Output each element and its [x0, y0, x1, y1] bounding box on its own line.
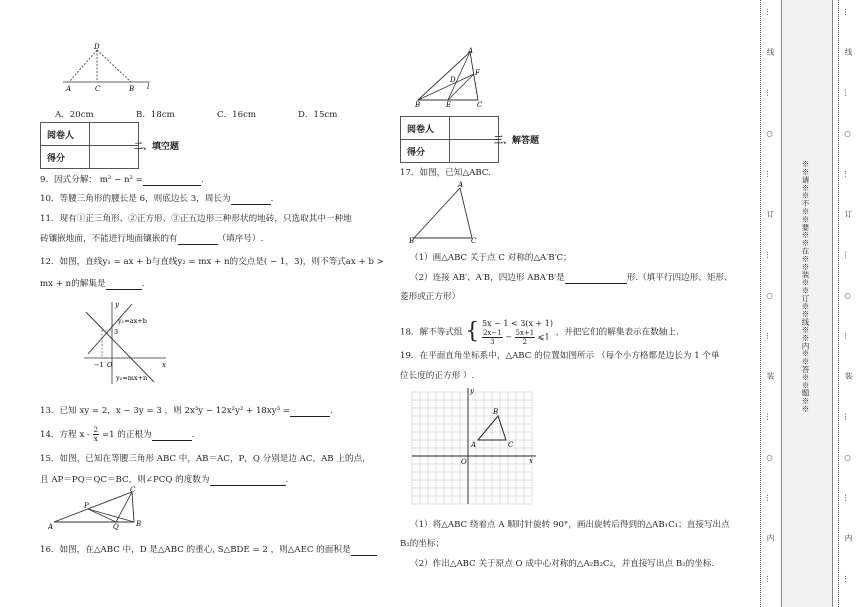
figure-two-lines — [80, 298, 170, 386]
question-19-part1-line2: B₁的坐标； — [400, 539, 445, 549]
binding-mark: 内 — [844, 534, 853, 542]
fig-label: F — [475, 69, 480, 77]
binding-mark: … — [765, 412, 774, 421]
binding-mark: … — [765, 8, 774, 16]
binding-mark: … — [843, 250, 852, 259]
binding-mark: … — [843, 331, 852, 340]
section-title: 三、解答题 — [494, 136, 540, 146]
figure-triangle-abc — [408, 180, 480, 244]
question-19-line1: 19．在平面直角坐标系中，△ABC 的位置如图所示 （每个小方格都是边长为 1 个单 — [400, 351, 720, 361]
binding-mark: 装 — [844, 372, 853, 380]
fig-label: C — [508, 441, 514, 449]
reviewer-label: 阅卷人 — [401, 117, 450, 140]
option-a: A．20cm — [55, 110, 94, 120]
binding-note: ※※请※※不※※要※※在※※装※※订※※线※※内※※答※※题※※ — [801, 160, 810, 413]
question-15-line1: 15．如图，已知在等腰三角形 ABC 中，AB＝AC，P，Q 分别是边 AC，AB 上的点， — [40, 454, 371, 464]
fig-label: A — [48, 523, 54, 530]
binding-mark: … — [765, 250, 774, 259]
binding-mark: … — [843, 493, 852, 502]
score-label: 得分 — [41, 146, 90, 169]
option-d: D．15cm — [298, 110, 338, 120]
question-17: 17．如图，已知△ABC. — [400, 168, 491, 178]
option-c: C．16cm — [217, 110, 257, 120]
binding-mark: … — [843, 88, 852, 97]
question-11-line1: 11．现有①正三角形、②正方形、③正五边形三种形状的地砖，只选取其中一种地 — [40, 214, 352, 224]
score-box — [400, 116, 499, 163]
binding-mark: ○ — [765, 129, 774, 139]
fig-label: y — [470, 387, 474, 395]
question-9: 9．因式分解： m² − n² = . — [40, 175, 204, 185]
fig-label: A — [471, 441, 477, 449]
binding-mark: 内 — [766, 534, 775, 542]
binding-mark: … — [765, 169, 774, 178]
fig-label: x — [529, 457, 533, 465]
question-19-line2: 位长度的正方形 ）. — [400, 371, 475, 381]
figure-isosceles-triangle — [48, 486, 148, 530]
fig-label: O — [107, 361, 113, 369]
binding-note-column — [781, 0, 833, 607]
question-13: 13．已知 xy = 2，x − 3y = 3 ，则 2x³y − 12x²y² + 18xy³ = . — [40, 406, 333, 416]
question-12-line2: mx + n的解集是 . — [40, 279, 145, 289]
inequality-2: $\frac{2x-1}{3}$ − $\frac{5x+1}{2}$ ⩽1 — [482, 329, 550, 346]
question-18: 18．解不等式组 { 5x − 1 < 3(x + 1) $\frac{2x-1}{3}$ − $\frac{5x+1}{2}$ ⩽1 ，并把它们的解集表示在数轴上. — [400, 319, 679, 346]
inequality-1: 5x − 1 < 3(x + 1) — [481, 319, 553, 328]
question-10: 10．等腰三角形的腰长是 6，则底边长 3，周长为 . — [40, 194, 274, 204]
section-title: 二、填空题 — [134, 142, 180, 152]
fraction: $\frac{2}{x}$ — [93, 426, 99, 443]
fig-label: A — [66, 85, 72, 93]
fig-label: C — [95, 85, 101, 93]
binding-mark: ○ — [765, 291, 774, 301]
binding-mark: … — [843, 8, 852, 16]
binding-mark: … — [843, 412, 852, 421]
fig-label: D — [94, 43, 100, 51]
question-15-line2: 且 AP＝PQ＝QC＝BC，则∠PCQ 的度数为 . — [40, 475, 289, 485]
binding-mark: 订 — [844, 210, 853, 218]
fig-label: A — [468, 47, 474, 55]
fig-label: y₁=ax+b — [118, 317, 147, 325]
fig-label: y — [115, 301, 119, 309]
reviewer-blank — [90, 123, 139, 146]
fig-label: −1 — [94, 361, 104, 369]
binding-dotted-line — [760, 0, 761, 607]
question-19-part1-line1: （1）将△ABC 绕着点 A 顺时针旋转 90°，画出旋转后得到的△AB₁C₁；直接写出点 — [410, 520, 730, 530]
figure-triangle-altitude — [55, 42, 155, 94]
binding-mark: 线 — [844, 48, 853, 56]
binding-mark: … — [765, 88, 774, 97]
binding-mark: … — [765, 493, 774, 502]
question-14: 14．方程 x - $\frac{2}{x}$ =1 的正根为 . — [40, 426, 195, 443]
fig-label: D — [450, 76, 456, 84]
option-b: B．18cm — [136, 110, 175, 120]
fig-label: y₂=mx+n — [116, 374, 148, 382]
score-blank — [450, 140, 499, 163]
binding-mark: … — [765, 331, 774, 340]
fig-label: B — [136, 520, 142, 528]
binding-mark: 装 — [766, 372, 775, 380]
fig-label: x — [162, 361, 166, 369]
figure-coordinate-grid — [408, 386, 540, 508]
binding-mark: … — [843, 574, 852, 583]
fig-label: C — [130, 486, 136, 494]
reviewer-label: 阅卷人 — [41, 123, 90, 146]
fig-label: B — [129, 85, 135, 93]
question-16: 16．如图，在△ABC 中，D 是△ABC 的重心, S△BDE = 2 ，则△AEC 的面积是 — [40, 543, 377, 556]
fig-label: B — [493, 408, 499, 416]
binding-mark: 线 — [766, 48, 775, 56]
binding-dotted-line — [838, 0, 839, 607]
binding-mark: ○ — [765, 453, 774, 463]
fig-label: Q — [113, 523, 119, 530]
fig-label: B — [409, 237, 415, 244]
fig-label: E — [446, 101, 452, 108]
fig-label: O — [461, 458, 467, 466]
binding-mark: … — [765, 574, 774, 583]
fig-label: B — [415, 101, 421, 108]
fig-label: l — [147, 83, 150, 91]
question-17-part1: （1）画△ABC 关于点 C 对称的△A′B′C； — [410, 253, 572, 263]
binding-mark: ○ — [843, 291, 852, 301]
binding-mark: 订 — [766, 210, 775, 218]
figure-triangle-medians — [412, 46, 492, 108]
binding-mark: ○ — [843, 129, 852, 139]
score-box — [40, 122, 139, 169]
fig-label: A — [458, 181, 464, 189]
fig-label: 3 — [114, 328, 119, 336]
fig-label: C — [471, 237, 477, 244]
question-11-line2: 砖镶嵌地面，不能进行地面镶嵌的有 （填序号）. — [40, 234, 264, 244]
fig-label: C — [477, 101, 483, 108]
question-12-line1: 12．如图，直线y₁ = ax + b与直线y₂ = mx + n的交点是( − 1，3)，则不等式ax + b > — [40, 257, 384, 267]
score-blank — [90, 146, 139, 169]
question-17-part2: （2）连接 AB′、A′B，四边形 ABA′B′是 形.（填平行四边形、矩形、 — [410, 273, 733, 283]
question-17-part2-cont: 菱形或正方形） — [400, 292, 461, 302]
binding-mark: … — [843, 169, 852, 178]
reviewer-blank — [450, 117, 499, 140]
question-19-part2: （2）作出△ABC 关于原点 O 成中心对称的△A₂B₂C₂，并直接写出点 B₂的坐标. — [410, 559, 715, 569]
fig-label: P — [84, 502, 89, 510]
binding-mark: ○ — [843, 453, 852, 463]
score-label: 得分 — [401, 140, 450, 163]
